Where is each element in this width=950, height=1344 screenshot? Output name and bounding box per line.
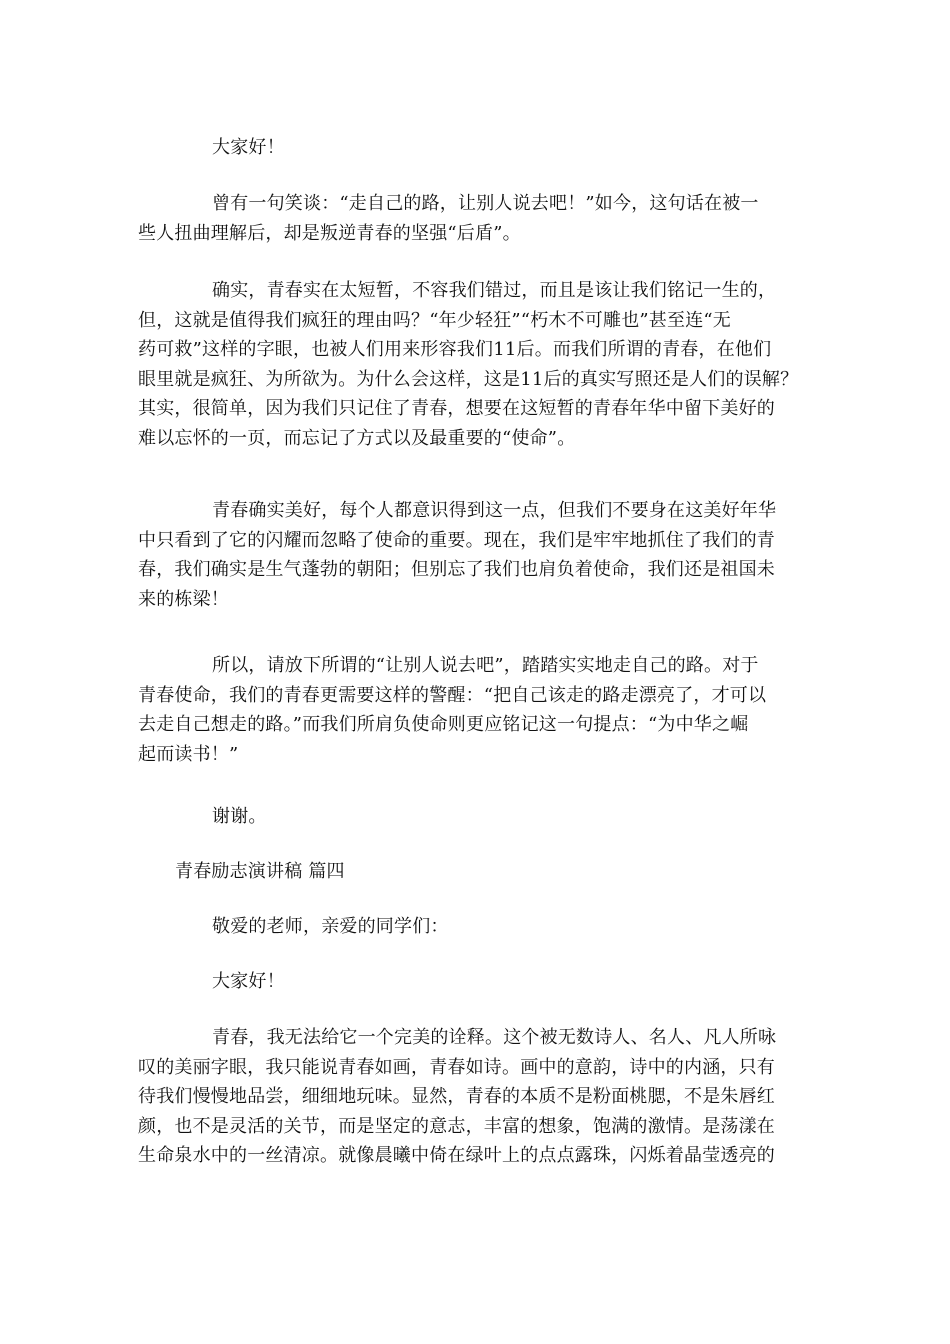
text-line: 大家好！ (212, 971, 285, 992)
body-paragraph (138, 651, 810, 769)
text-line: 谢谢。 (212, 806, 267, 827)
text-line: 叹的美丽字眼，我只能说青春如画，青春如诗。画中的意韵，诗中的内涵，只有 (138, 1056, 775, 1078)
greeting-paragraph (138, 967, 810, 997)
salutation-paragraph (138, 912, 810, 942)
text-line: 起而读书！” (138, 743, 239, 765)
text-line: 大家好！ (212, 137, 285, 158)
text-line: 药可救”这样的字眼，也被人们用来形容我们11后。而我们所谓的青春，在他们 (138, 339, 772, 360)
text-line: 敬爱的老师，亲爱的同学们： (212, 916, 449, 937)
closing-paragraph (138, 802, 810, 832)
text-line: 去走自己想走的路。”而我们所肩负使命则更应铭记这一句提点：“为中华之崛 (138, 714, 749, 735)
text-line: 生命泉水中的一丝清凉。就像晨曦中倚在绿叶上的点点露珠，闪烁着晶莹透亮的 (138, 1145, 775, 1166)
text-line: 来的栋梁！ (138, 588, 229, 610)
text-line: 待我们慢慢地品尝，细细地玩味。显然，青春的本质不是粉面桃腮，不是朱唇红 (138, 1086, 775, 1107)
text-line: 眼里就是疯狂、为所欲为。为什么会这样，这是11后的真实写照还是人们的误解？ (138, 368, 799, 390)
text-line: 青春使命，我们的青春更需要这样的警醒：“把自己该走的路走漂亮了，才可以 (138, 684, 767, 706)
text-line: 青春确实美好，每个人都意识得到这一点，但我们不要身在这美好年华 (212, 500, 777, 521)
text-line: 确实，青春实在太短暂，不容我们错过，而且是该让我们铭记一生的， (212, 280, 777, 301)
text-line: 其实，很简单，因为我们只记住了青春，想要在这短暂的青春年华中留下美好的 (138, 398, 775, 419)
text-line: 青春，我无法给它一个完美的诠释。这个被无数诗人、名人、凡人所咏 (212, 1027, 777, 1048)
greeting-paragraph (138, 133, 810, 163)
text-line: 难以忘怀的一页，而忘记了方式以及最重要的“使命”。 (138, 427, 576, 449)
text-line: 颜，也不是灵活的关节，而是坚定的意志，丰富的想象，饱满的激情。是荡漾在 (138, 1115, 775, 1137)
text-line: 春，我们确实是生气蓬勃的朝阳；但别忘了我们也肩负着使命，我们还是祖国未 (138, 559, 775, 580)
body-paragraph (138, 1023, 810, 1171)
text-line: 但，这就是值得我们疯狂的理由吗？“年少轻狂”“朽木不可雕也”甚至连“无 (138, 309, 732, 331)
body-paragraph (138, 276, 810, 453)
body-paragraph (138, 189, 810, 248)
text-line: 所以，请放下所谓的“让别人说去吧”，踏踏实实地走自己的路。对于 (212, 655, 759, 676)
section-heading: 青春励志演讲稿 篇四 (175, 861, 345, 882)
text-line: 中只看到了它的闪耀而忽略了使命的重要。现在，我们是牢牢地抓住了我们的青 (138, 529, 775, 551)
text-line: 些人扭曲理解后，却是叛逆青春的坚强“后盾”。 (138, 222, 521, 244)
body-paragraph (138, 496, 810, 614)
text-line: 曾有一句笑谈：“走自己的路，让别人说去吧！”如今，这句话在被一 (212, 193, 759, 214)
